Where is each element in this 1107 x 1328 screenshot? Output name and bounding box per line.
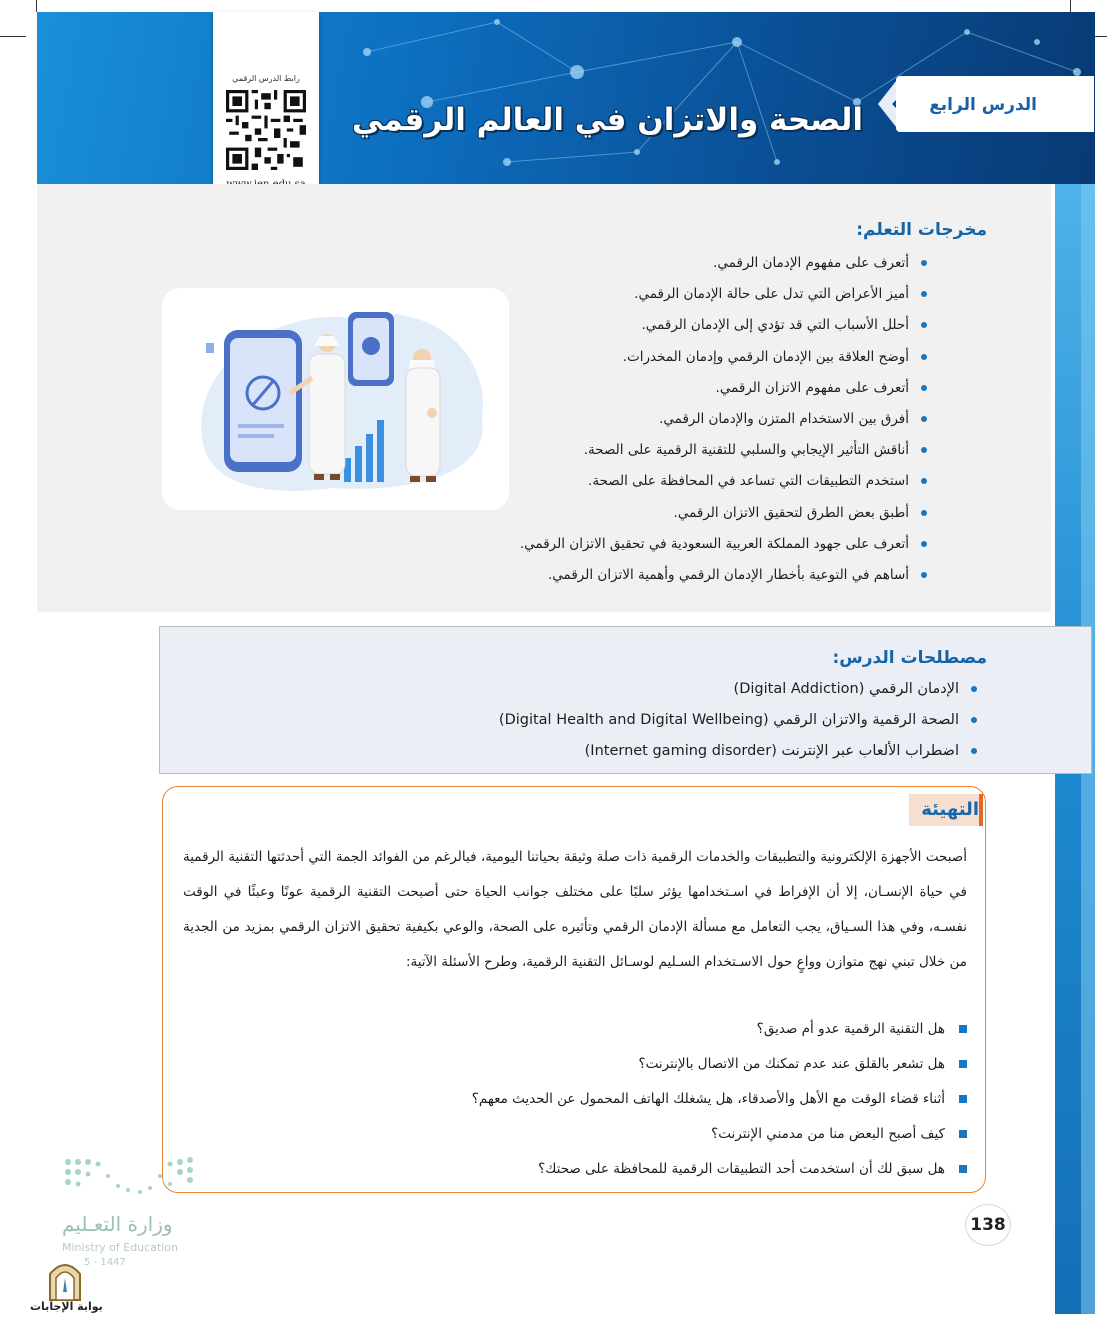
- bullet-icon: [971, 748, 977, 754]
- list-item: كيف أصبح البعض منا من مدمني الإنترنت؟: [472, 1121, 967, 1156]
- bullet-icon: [971, 717, 977, 723]
- bullet-icon: [921, 447, 927, 453]
- square-bullet-icon: [959, 1025, 967, 1033]
- warm-up-title: التهيئة: [921, 799, 979, 820]
- qr-code-icon[interactable]: [226, 90, 306, 170]
- ministry-year: 5 - 1447: [84, 1257, 126, 1268]
- list-item: أوضح العلاقة بين الإدمان الرقمي وإدمان المخدرات.: [520, 346, 927, 377]
- watermark-label: بوابة الإجابات: [30, 1300, 103, 1313]
- list-item: هل تشعر بالقلق عند عدم تمكنك من الاتصال بالإنترنت؟: [472, 1051, 967, 1086]
- page-number: 138: [965, 1204, 1011, 1246]
- list-item: أفرق بين الاستخدام المتزن والإدمان الرقمي.: [520, 408, 927, 439]
- square-bullet-icon: [959, 1060, 967, 1068]
- list-item: أطبق بعض الطرق لتحقيق الاتزان الرقمي.: [520, 502, 927, 533]
- bullet-icon: [921, 478, 927, 484]
- page-title: الصحة والاتزان في العالم الرقمي: [351, 102, 863, 138]
- people-with-phones-illustration: [162, 288, 509, 510]
- answers-gate-logo-icon: [30, 1256, 100, 1302]
- list-item: أتعرف على مفهوم الإدمان الرقمي.: [520, 252, 927, 283]
- learning-outcomes-list: [520, 252, 927, 595]
- bullet-icon: [971, 686, 977, 692]
- qr-caption: رابط الدرس الرقمي: [232, 74, 300, 83]
- bullet-icon: [921, 510, 927, 516]
- list-item: هل التقنية الرقمية عدو أم صديق؟: [472, 1016, 967, 1051]
- bullet-icon: [921, 385, 927, 391]
- crop-mark: [36, 0, 37, 12]
- bullet-icon: [921, 291, 927, 297]
- list-item: استخدم التطبيقات التي تساعد في المحافظة على الصحة.: [520, 470, 927, 501]
- bullet-icon: [921, 541, 927, 547]
- list-item: أناقش التأثير الإيجابي والسلبي للتقنية الرقمية على الصحة.: [520, 439, 927, 470]
- crop-mark: [0, 36, 26, 37]
- bullet-icon: [921, 572, 927, 578]
- list-item: أميز الأعراض التي تدل على حالة الإدمان الرقمي.: [520, 283, 927, 314]
- list-item: أساهم في التوعية بأخطار الإدمان الرقمي وأهمية الاتزان الرقمي.: [520, 564, 927, 595]
- list-item: الإدمان الرقمي (Digital Addiction): [499, 676, 977, 707]
- bullet-icon: [921, 416, 927, 422]
- list-item: هل سبق لك أن استخدمت أحد التطبيقات الرقمية للمحافظة على صحتك؟: [472, 1156, 967, 1191]
- lesson-label: الدرس الرابع: [929, 95, 1037, 115]
- ministry-name-ar: وزارة التعـليم: [62, 1212, 173, 1236]
- square-bullet-icon: [959, 1130, 967, 1138]
- bullet-icon: [921, 260, 927, 266]
- lesson-terms-list: [499, 676, 977, 769]
- list-item: أتعرف على مفهوم الاتزان الرقمي.: [520, 377, 927, 408]
- learning-outcomes-title: مخرجات التعلم:: [856, 220, 987, 240]
- ministry-logo-icon: [60, 1154, 200, 1204]
- digital-wellbeing-illustration: [162, 288, 509, 510]
- list-item: أحلل الأسباب التي قد تؤدي إلى الإدمان الرقمي.: [520, 314, 927, 345]
- ministry-name-en: Ministry of Education: [62, 1241, 179, 1254]
- list-item: الصحة الرقمية والاتزان الرقمي (Digital Health and Digital Wellbeing): [499, 707, 977, 738]
- lesson-terms-title: مصطلحات الدرس:: [832, 648, 987, 668]
- warm-up-paragraph: أصبحت الأجهزة الإلكترونية والتطبيقات والخدمات الرقمية ذات صلة وثيقة بحياتنا اليومية، فبالرغم من الفوائد الجمة التي أحدثتها التقنية الرقمية في حياة الإنسـان، إلا أن الإفراط في اسـتخدامها يؤثر سلبًا على مختلف جوانب الحياة حتى أصبحت التقنية الرقمية عونًا وعبئًا في الوقت نفسـه، وفي هذا السـياق، يجب التعامل مع مسألة الإدمان الرقمي وتأثيره على الصحة، والوعي بكيفية تحقيق الاتزان الرقمي بمزيد من الجدية من خلال تبني نهج متوازن وواعٍ حول الاسـتخدام السـليم لوسـائل التقنية الرقمية، وطرح الأسئلة الآتية:: [183, 849, 967, 970]
- warm-up-questions: [472, 1016, 967, 1191]
- square-bullet-icon: [959, 1095, 967, 1103]
- list-item: أتعرف على جهود المملكة العربية السعودية في تحقيق الاتزان الرقمي.: [520, 533, 927, 564]
- bullet-icon: [921, 322, 927, 328]
- list-item: اضطراب الألعاب عبر الإنترنت (Internet gaming disorder): [499, 738, 977, 769]
- bullet-icon: [921, 354, 927, 360]
- qr-card[interactable]: [213, 12, 319, 198]
- list-item: أثناء قضاء الوقت مع الأهل والأصدقاء، هل يشغلك الهاتف المحمول عن الحديث معهم؟: [472, 1086, 967, 1121]
- square-bullet-icon: [959, 1165, 967, 1173]
